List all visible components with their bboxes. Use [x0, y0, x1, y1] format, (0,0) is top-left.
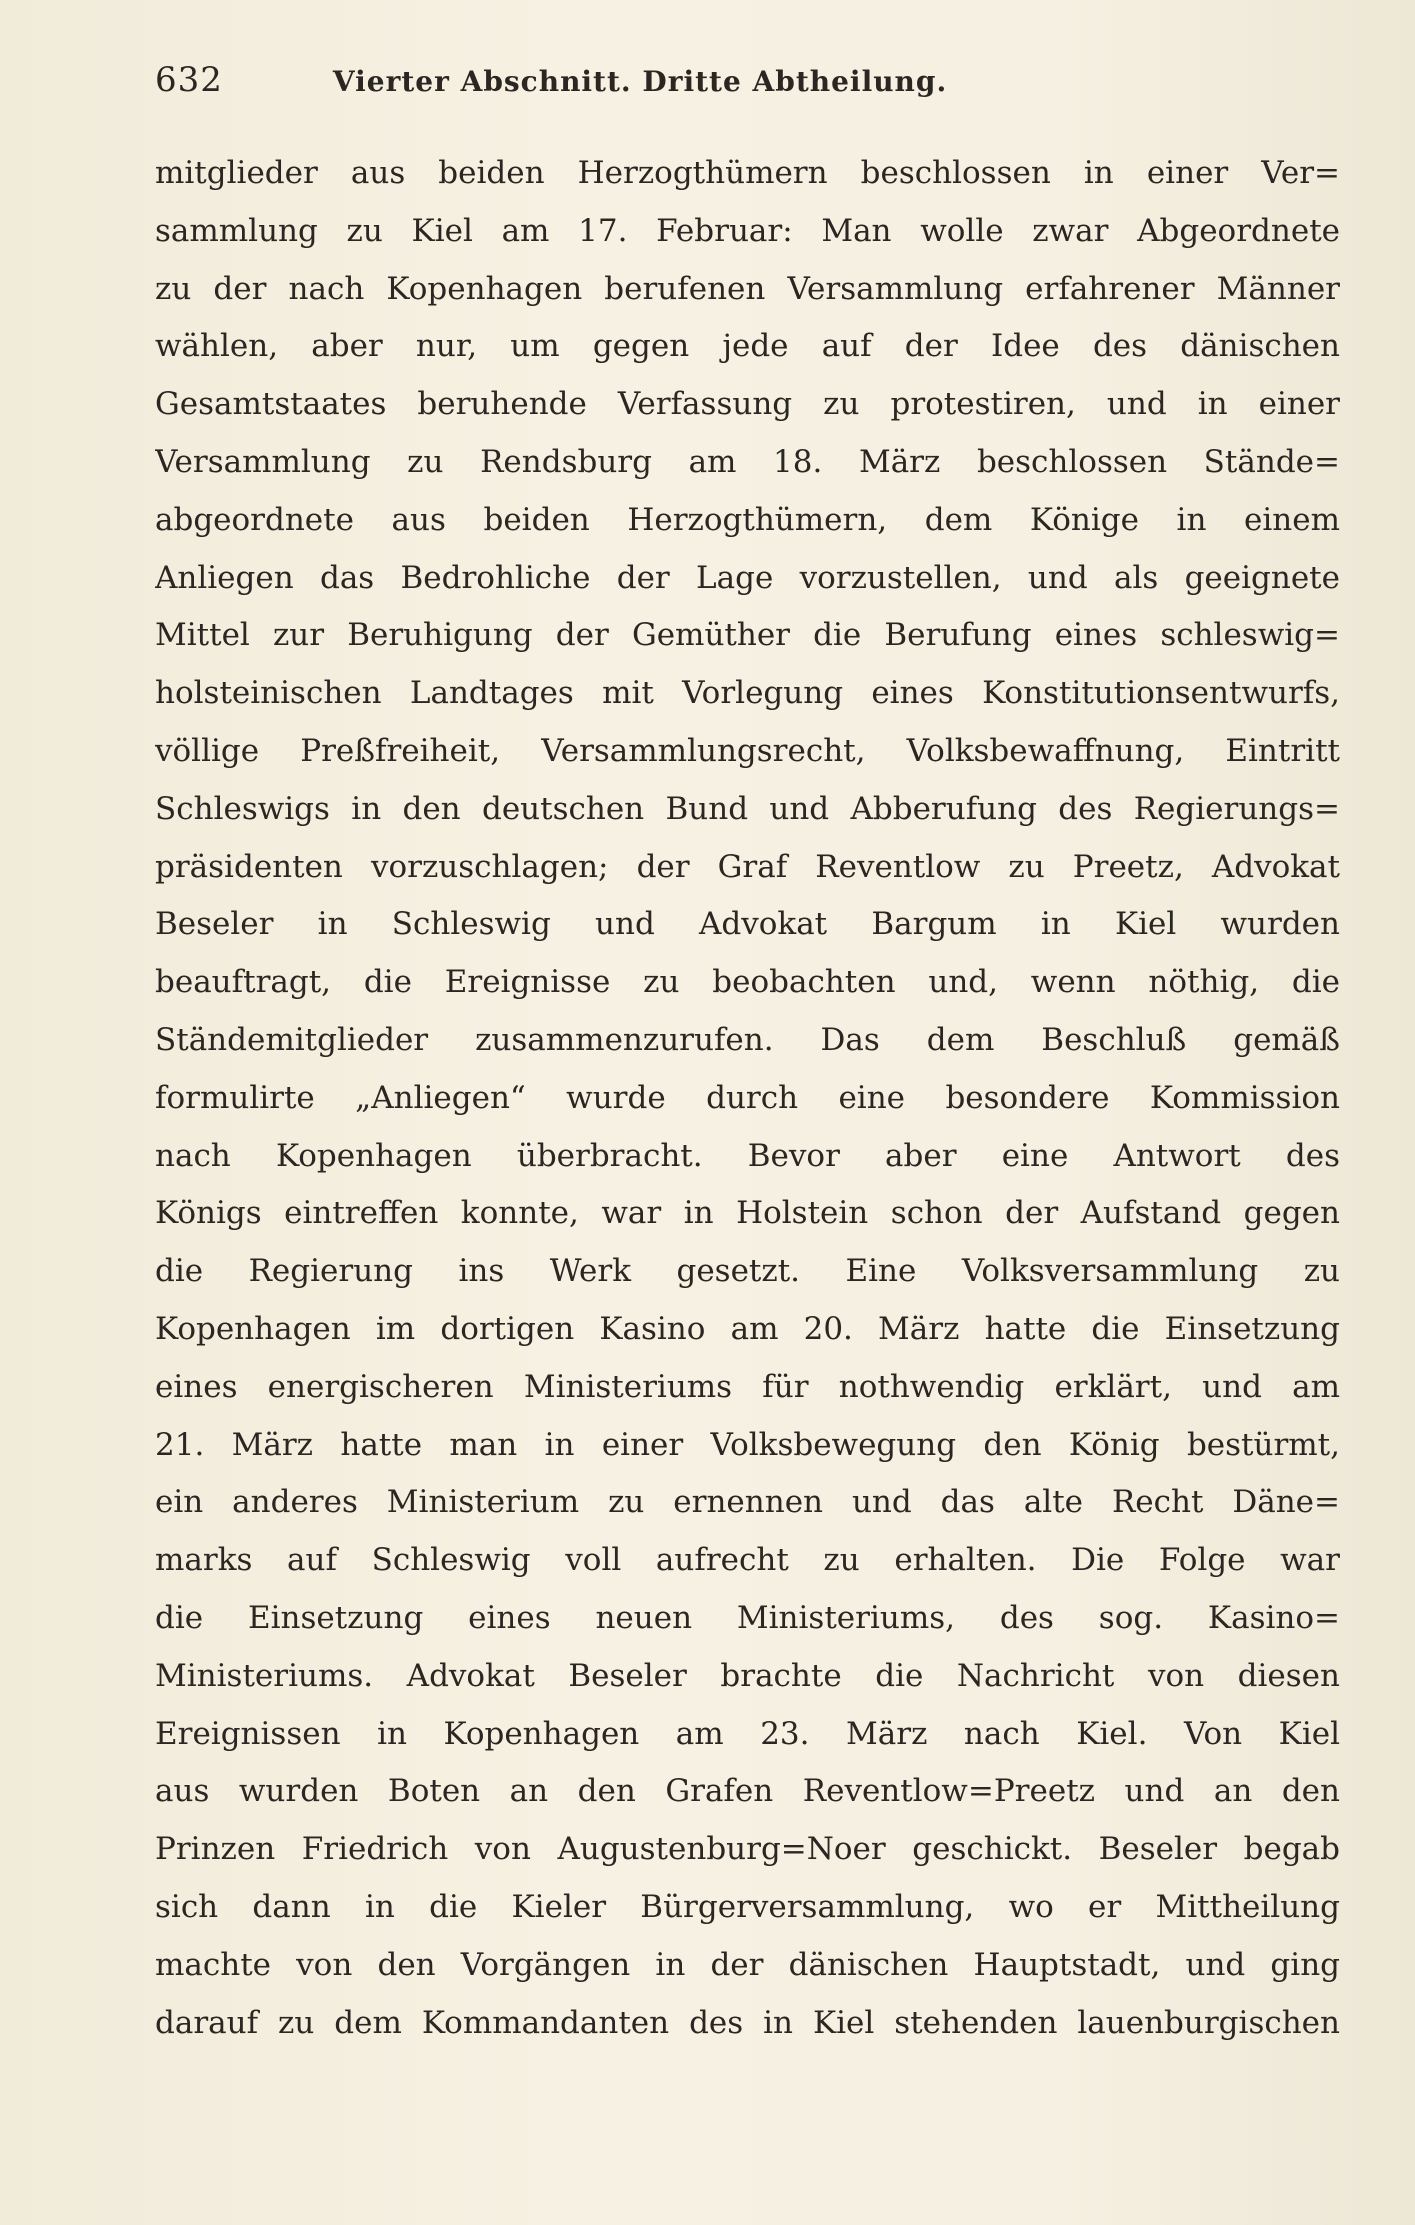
text-line: eines energischeren Ministeriums für nothwendig erklärt, und am: [155, 1368, 1340, 1405]
text-line: präsidenten vorzuschlagen; der Graf Reventlow zu Preetz, Advokat: [155, 848, 1340, 885]
text-line: marks auf Schleswig voll aufrecht zu erhalten. Die Folge war: [155, 1542, 1340, 1579]
text-line: formulirte „Anliegen“ wurde durch eine besondere Kommission: [155, 1079, 1340, 1116]
text-line: Anliegen das Bedrohliche der Lage vorzustellen, und als geeignete: [155, 559, 1340, 596]
text-line: Kopenhagen im dortigen Kasino am 20. März hatte die Einsetzung: [155, 1310, 1340, 1347]
page-number: 632: [155, 60, 223, 100]
text-line: Prinzen Friedrich von Augustenburg=Noer geschickt. Beseler begab: [155, 1831, 1340, 1868]
text-line: aus wurden Boten an den Grafen Reventlow=Preetz und an den: [155, 1773, 1340, 1810]
text-line: Schleswigs in den deutschen Bund und Abberufung des Regierungs=: [155, 790, 1340, 827]
text-line: Königs eintreffen konnte, war in Holstein schon der Aufstand gegen: [155, 1195, 1340, 1232]
text-line: völlige Preßfreiheit, Versammlungsrecht, Volksbewaffnung, Eintritt: [155, 732, 1340, 769]
text-line: sammlung zu Kiel am 17. Februar: Man wolle zwar Abgeordnete: [155, 212, 1340, 249]
text-line: Ministeriums. Advokat Beseler brachte die Nachricht von diesen: [155, 1657, 1340, 1694]
text-line: Gesamtstaates beruhende Verfassung zu protestiren, und in einer: [155, 386, 1340, 423]
page-header: [155, 60, 1305, 110]
text-line: machte von den Vorgängen in der dänischen Hauptstadt, und ging: [155, 1946, 1340, 1983]
text-line: wählen, aber nur, um gegen jede auf der Idee des dänischen: [155, 328, 1340, 365]
text-line: mitglieder aus beiden Herzogthümern beschlossen in einer Ver=: [155, 155, 1340, 191]
text-line: zu der nach Kopenhagen berufenen Versammlung erfahrener Männer: [155, 270, 1340, 307]
text-line: beauftragt, die Ereignisse zu beobachten und, wenn nöthig, die: [155, 964, 1340, 1001]
running-head: Vierter Abschnitt. Dritte Abtheilung.: [332, 65, 948, 98]
text-line: abgeordnete aus beiden Herzogthümern, dem Könige in einem: [155, 501, 1340, 538]
text-line: Ereignissen in Kopenhagen am 23. März nach Kiel. Von Kiel: [155, 1715, 1340, 1752]
text-line: nach Kopenhagen überbracht. Bevor aber eine Antwort des: [155, 1137, 1340, 1174]
text-line: darauf zu dem Kommandanten des in Kiel stehenden lauenburgischen: [155, 2004, 1340, 2041]
text-line: Ständemitglieder zusammenzurufen. Das dem Beschluß gemäß: [155, 1021, 1340, 1058]
text-line: die Regierung ins Werk gesetzt. Eine Volksversammlung zu: [155, 1253, 1340, 1290]
text-line: Beseler in Schleswig und Advokat Bargum in Kiel wurden: [155, 906, 1340, 943]
text-line: sich dann in die Kieler Bürgerversammlung, wo er Mittheilung: [155, 1888, 1340, 1925]
text-line: Mittel zur Beruhigung der Gemüther die Berufung eines schleswig=: [155, 617, 1340, 654]
text-line: die Einsetzung eines neuen Ministeriums, des sog. Kasino=: [155, 1599, 1340, 1636]
text-line: 21. März hatte man in einer Volksbewegung den König bestürmt,: [155, 1426, 1340, 1463]
text-line: ein anderes Ministerium zu ernennen und das alte Recht Däne=: [155, 1484, 1340, 1521]
text-line: Versammlung zu Rendsburg am 18. März beschlossen Stände=: [155, 443, 1340, 480]
text-line: holsteinischen Landtages mit Vorlegung eines Konstitutionsentwurfs,: [155, 675, 1340, 712]
body-text: [155, 145, 1340, 2052]
